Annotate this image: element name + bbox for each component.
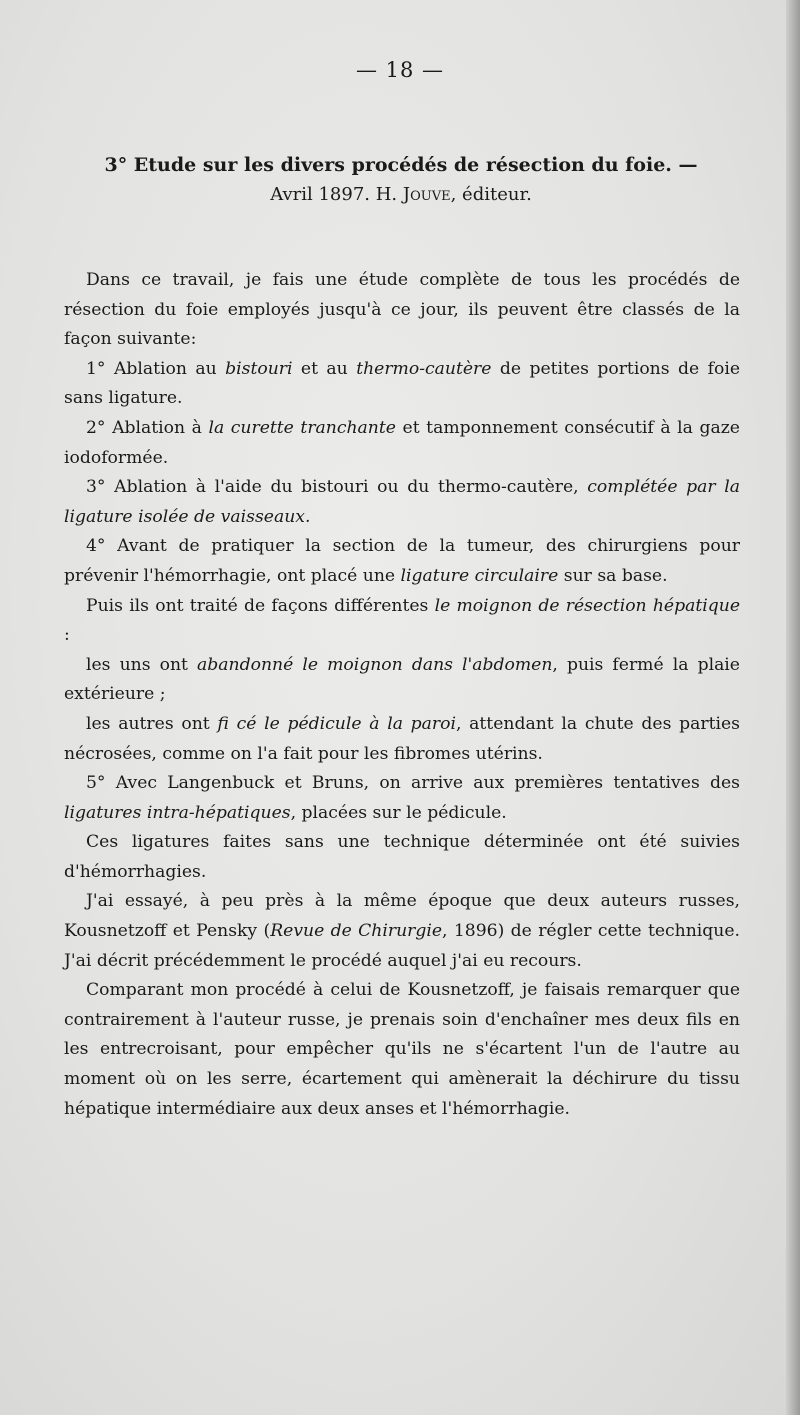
title-editor-part: , éditeur. bbox=[450, 184, 532, 205]
text-run: , attendant la chute des parties nécrosées, comme on l'a fait pour les fibromes utérins. bbox=[64, 713, 740, 764]
paragraph bbox=[64, 710, 740, 769]
title-line-1: 3° Etude sur les divers procédés de résection du foie. — bbox=[104, 154, 698, 176]
text-run: 4° Avant de pratiquer la section de la tumeur, des chirurgiens pour prévenir l'hémorrhagie, ont placé une bbox=[64, 536, 740, 586]
publisher-name: Jouve bbox=[402, 184, 451, 205]
paragraph bbox=[64, 355, 740, 414]
paragraph bbox=[64, 651, 740, 710]
text-run: Ces ligatures faites sans une technique déterminée ont été suivies d'hémorrhagies. bbox=[64, 832, 740, 882]
text-run: Dans ce travail, je fais une étude complète de tous les procédés de résection du foie employés jusqu'à ce jour, ils peuvent être classés de la façon suivante: bbox=[64, 270, 740, 350]
text-run: Puis ils ont traité de façons différentes bbox=[86, 595, 435, 616]
text-run: , placées sur le pédicule. bbox=[290, 802, 507, 823]
italic-text: fi cé le pédicule à la paroi bbox=[217, 713, 456, 734]
text-run: Comparant mon procédé à celui de Kousnetzoff, je faisais remarquer que contrairement à l'auteur russe, je prenais soin d'enchaîner mes deux fils en les entrecroisant, pour empêcher qu'ils ne s'écartent l'un de l'autre au moment où on les serre, écartement qui amènerait la déchirure du tissu hépatique intermédiaire aux deux anses et l'hémorrhagie. bbox=[64, 980, 740, 1119]
text-run: , 1896) de régler cette technique. J'ai décrit précédemment le procédé auquel j'ai eu recours. bbox=[64, 921, 740, 971]
text-run: 1° Ablation au bbox=[86, 358, 226, 379]
page-number: — 18 — bbox=[355, 58, 445, 82]
title-line-2 bbox=[62, 180, 740, 210]
italic-text: Revue de Chirurgie bbox=[270, 921, 443, 942]
body-text bbox=[64, 266, 740, 1124]
italic-text: ligature circulaire bbox=[400, 565, 559, 586]
text-run: , puis fermé la plaie extérieure ; bbox=[64, 654, 740, 705]
italic-text: thermo-cautère bbox=[356, 358, 492, 379]
italic-text: ligatures intra-hépatiques bbox=[64, 802, 291, 823]
text-run: : bbox=[64, 625, 70, 646]
text-run: les uns ont bbox=[86, 654, 198, 675]
paragraph bbox=[64, 592, 740, 651]
text-run: 2° Ablation à bbox=[86, 417, 209, 438]
paragraph bbox=[64, 532, 740, 591]
text-run: de petites portions de foie sans ligature. bbox=[64, 358, 740, 409]
text-run: les autres ont bbox=[86, 713, 218, 734]
paragraph bbox=[64, 414, 740, 473]
text-run: J'ai essayé, à peu près à la même époque que deux auteurs russes, Kousnetzoff et Pensky ( bbox=[64, 891, 740, 942]
paragraph bbox=[64, 976, 740, 1124]
paragraph bbox=[64, 473, 740, 532]
page-edge-shadow bbox=[786, 0, 800, 1415]
section-title bbox=[62, 150, 740, 210]
text-run: sur sa base. bbox=[558, 565, 668, 586]
paragraph bbox=[64, 769, 740, 828]
title-date-part: Avril 1897. H. bbox=[270, 184, 403, 205]
text-run: et au bbox=[292, 358, 357, 379]
italic-text: bistouri bbox=[225, 358, 293, 379]
text-run: 5° Avec Langenbuck et Bruns, on arrive aux premières tentatives des bbox=[86, 773, 740, 794]
text-run: et tamponnement consécutif à la gaze iodoformée. bbox=[64, 417, 740, 468]
italic-text: complétée par la ligature isolée de vaisseaux. bbox=[64, 477, 740, 527]
italic-text: le moignon de résection hépatique bbox=[434, 595, 740, 616]
paragraph bbox=[64, 887, 740, 976]
paragraph bbox=[64, 266, 740, 355]
italic-text: la curette tranchante bbox=[208, 417, 396, 438]
text-run: 3° Ablation à l'aide du bistouri ou du thermo-cautère, bbox=[86, 477, 588, 498]
italic-text: abandonné le moignon dans l'abdomen bbox=[197, 654, 553, 675]
paragraph bbox=[64, 828, 740, 887]
